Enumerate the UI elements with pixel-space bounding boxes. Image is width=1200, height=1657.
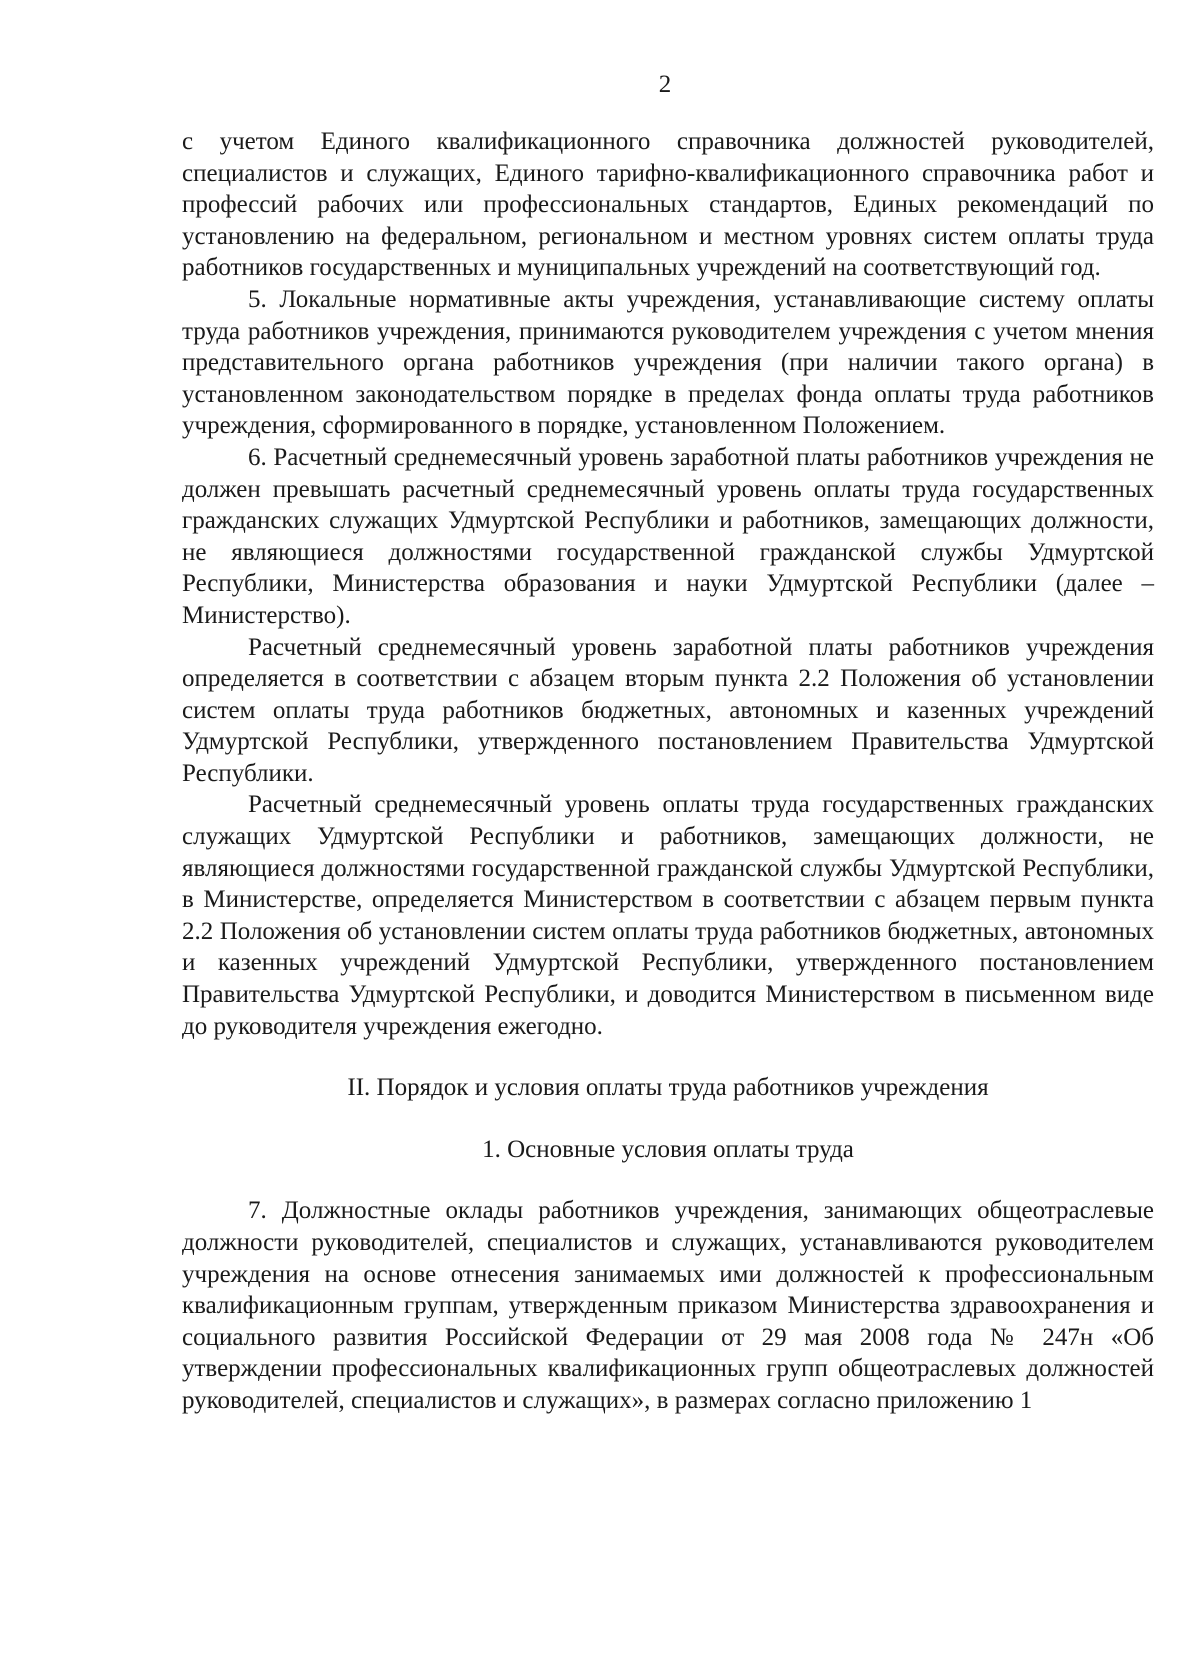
paragraph-5: 5. Локальные нормативные акты учреждения, устанавливающие систему оплаты труда работников учреждения, принимаются руководителем учреждения с учетом мнения представительного органа работников учреждения (при наличии такого органа) в установленном законодательством порядке в пределах фонда оплаты труда работников учреждения, сформированного в порядке, установленном Положением. — [182, 285, 1154, 440]
page-number: 2 — [658, 71, 672, 98]
paragraph-7: 7. Должностные оклады работников учреждения, занимающих общеотраслевые должности руководителей, специалистов и служащих, устанавливаются руководителем учреждения на основе отнесения занимаемых ими должностей к профессиональным квалификационным группам, утвержденным приказом Министерства здравоохранения и социального развития Российской Федерации от 29 мая 2008 года № 247н «Об утверждении профессиональных квалификационных групп общеотраслевых должностей руководителей, специалистов и служащих», в размерах согласно приложению 1 — [182, 1197, 1154, 1414]
paragraph-6: 6. Расчетный среднемесячный уровень заработной платы работников учреждения не должен превышать расчетный среднемесячный уровень оплаты труда государственных гражданских служащих Удмуртской Республики и работников, замещающих должности, не являющиеся должностями государственной гражданской службы Удмуртской Республики, Министерства образования и науки Удмуртской Республики (далее – Министерство). — [182, 443, 1154, 629]
paragraph-6-calc-wage: Расчетный среднемесячный уровень заработной платы работников учреждения определяется в соответствии с абзацем вторым пункта 2.2 Положения об установлении систем оплаты труда работников бюджетных, автономных и казенных учреждений Удмуртской Республики, утвержденного постановлением Правительства Удмуртской Республики. — [182, 633, 1154, 787]
document-body — [182, 126, 1154, 1417]
paragraph-continuation: с учетом Единого квалификационного справочника должностей руководителей, специалистов и служащих, Единого тарифно-квалификационного справочника работ и профессий рабочих или профессиональных стандартов, Единых рекомендаций по установлению на федеральном, региональном и местном уровнях систем оплаты труда работников государственных и муниципальных учреждений на соответствующий год. — [182, 128, 1154, 282]
subsection-heading: 1. Основные условия оплаты труда — [482, 1135, 854, 1163]
section-heading: II. Порядок и условия оплаты труда работников учреждения — [347, 1074, 989, 1102]
paragraph-6-calc-civil-servants: Расчетный среднемесячный уровень оплаты труда государственных гражданских служащих Удмуртской Республики и работников, замещающих должности, не являющиеся должностями государственной гражданской службы Удмуртской Республики, в Министерстве, определяется Министерством в соответствии с абзацем первым пункта 2.2 Положения об установлении систем оплаты труда работников бюджетных, автономных и казенных учреждений Удмуртской Республики, утвержденного постановлением Правительства Удмуртской Республики, и доводится Министерством в письменном виде до руководителя учреждения ежегодно. — [182, 791, 1154, 1040]
